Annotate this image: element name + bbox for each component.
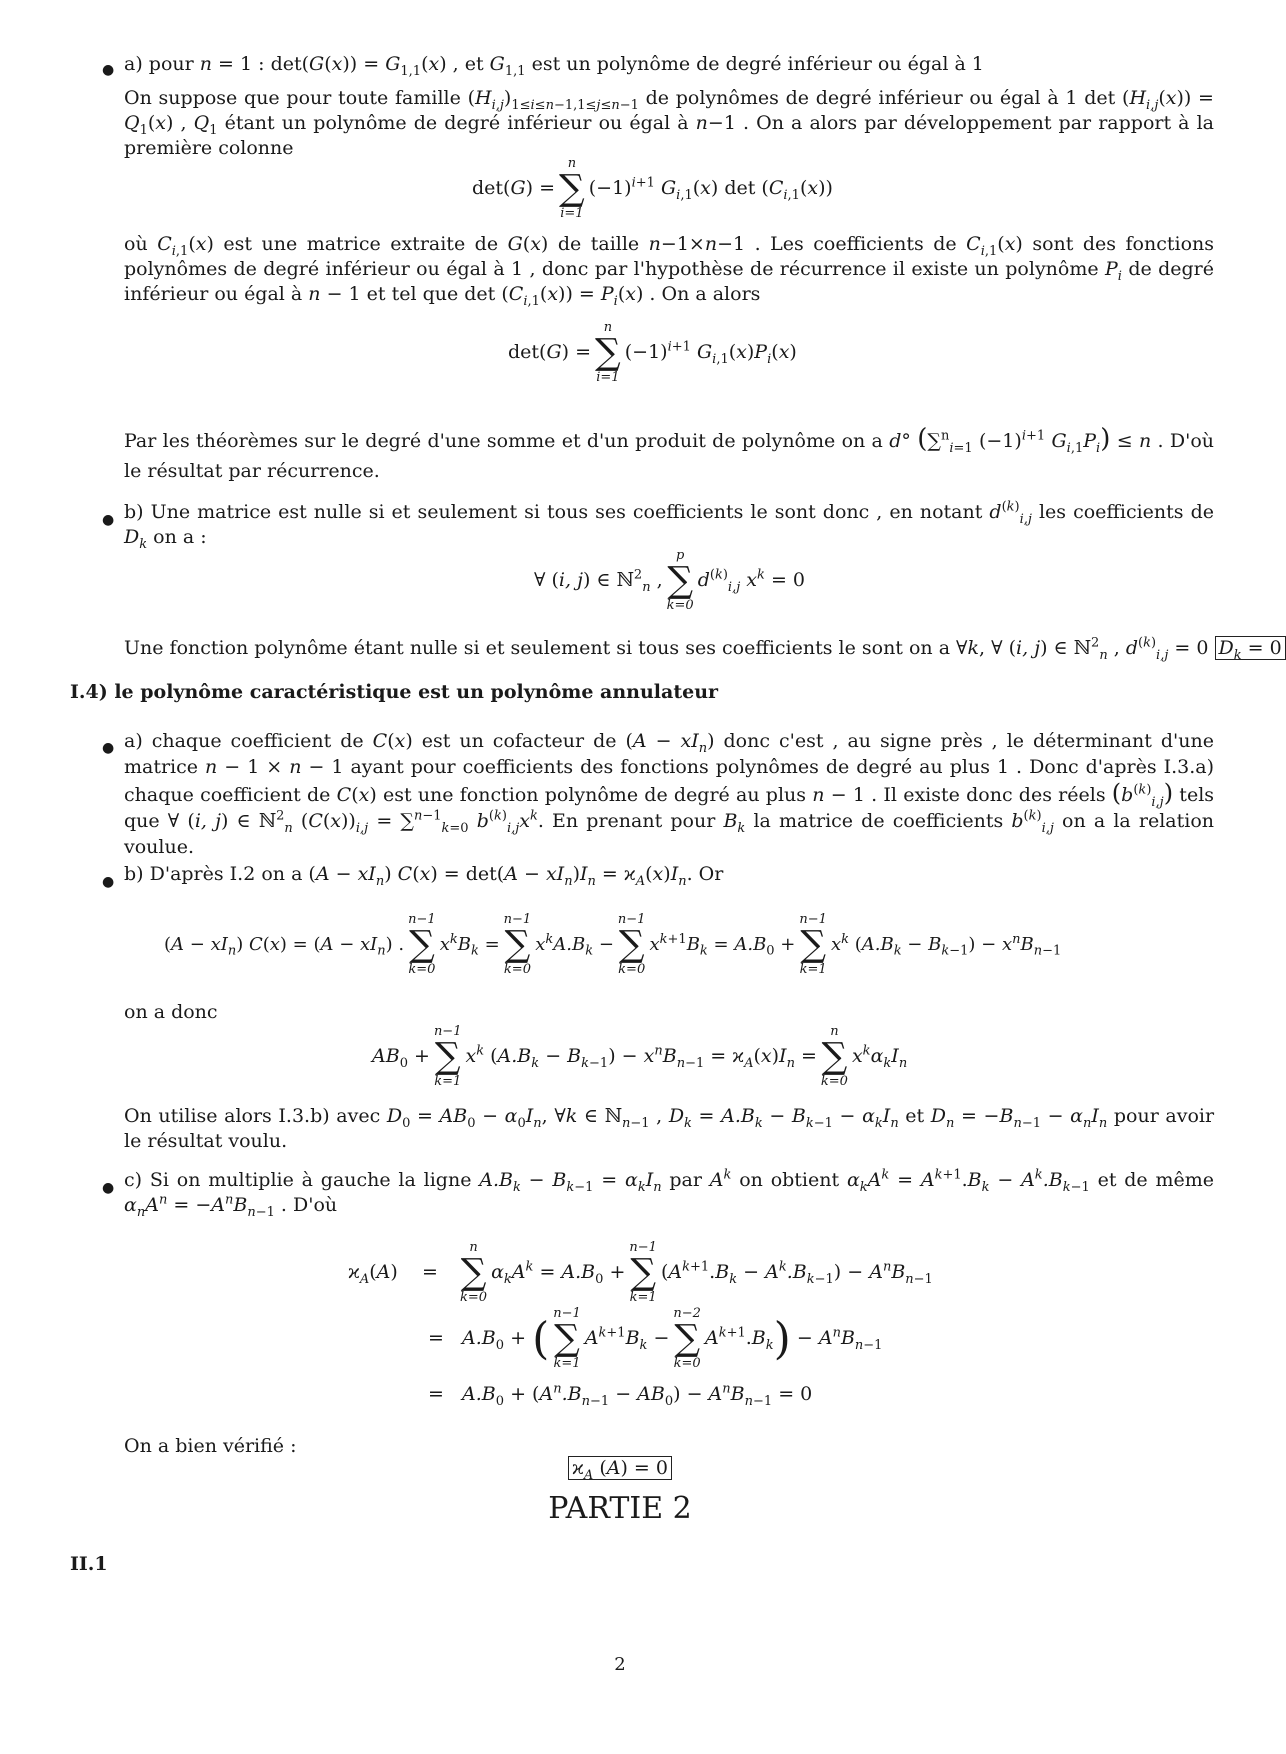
- section-heading-I4: I.4) le polynôme caractéristique est un polynôme annulateur: [70, 681, 719, 703]
- item-I4b-text: b) D'après I.2 on a $(A - xI_n)$ $C(x) = \det(A - xI_n)I_n = ϰ_A(x)I_n$. Or: [124, 863, 724, 889]
- equation-det-polynomial: det(G) = n ∑ i=1 $(-1)^{i+1}$ $G_{i,1}(x)P_i(x)$: [508, 320, 797, 385]
- bullet: ●: [102, 740, 115, 756]
- equation-chi-line2: = $A.B_0$ + ( n−1 ∑ k=1 $A^{k+1}B_k$ − n−2 ∑ k=0 $A^{k+1}.B_k) - A^nB_{n-1}$: [428, 1306, 883, 1371]
- paragraph-degree: Par les théorèmes sur le degré d'une somme et d'un produit de polynôme on a d° (∑$^n_{i=1}$ $(-1)^{i+1}$ $G_{i,1}P_i) \le n$ . D'où le résultat par récurrence.: [124, 424, 1214, 482]
- item-I4a-text: a) chaque coefficient de C(x) est un cofacteur de $(A - xI_n)$ donc c'est , au signe près , le déterminant d'une matrice n − 1 × n − 1 ayant pour coefficients des fonctions polynômes de degré au plus 1 . Donc d'après I.3.a) chaque coefficient de C(x) est une fonction polynôme de degré au plus n − 1 . Il existe donc des réels $(b^{(k)}_{i,j})$ tels que ∀ (i, j) ∈ ℕ$^2_n$ $(C(x))_{i,j} = \sum^{n-1}_{k=0}$ $b^{(k)}_{i,j}x^k$. En prenant pour $B_k$ la matrice de coefficients $b^{(k)}_{i,j}$ on a la relation voulue.: [124, 730, 1215, 858]
- equation-coefficients-zero: ∀ (i, j) ∈ ℕ$^2_n$ , p ∑ k=0 $d^{(k)}_{i,j}$ $x^k = 0$: [534, 548, 805, 613]
- equation-det-expansion: det(G) = n ∑ i=1 $(-1)^{i+1}$ $G_{i,1}(x)$ $\det (C_{i,1}(x))$: [472, 156, 833, 221]
- equation-chi-line1: $ϰ_A(A)$ = n ∑ k=0 $\alpha_kA^k = A.B_0$ + n−1 ∑ k=1 $(A^{k+1}.B_k - A^k.B_{k-1}) - A^nB_{n-1}$: [348, 1240, 933, 1305]
- bullet: ●: [102, 1180, 115, 1196]
- text-on-a-donc: on a donc: [124, 1001, 218, 1023]
- text-verified: On a bien vérifié :: [124, 1435, 297, 1457]
- boxed-result-dk: $D_k = 0$: [1215, 636, 1286, 660]
- bullet: ●: [102, 874, 115, 890]
- equation-product-expansion: $(A - xI_n)$ $C(x) = (A - xI_n)$ . n−1 ∑ k=0 $x^kB_k$ = n−1 ∑ k=0 $x^kA.B_k$ − n−1 ∑ k=0 $x^{k+1}B_k = A.B_0$ + n−1 ∑ k=1 $x^k$ $(A.B_k - B_{k-1}) - x^nB_{n-1}$: [164, 912, 1062, 977]
- bullet: ●: [102, 512, 115, 528]
- item-b-conclusion: Une fonction polynôme étant nulle si et seulement si tous ses coefficients le sont on a ∀k, ∀ (i, j) ∈ ℕ$^2_n$ , $d^{(k)}_{i,j} = 0$ $D_k = 0$: [124, 636, 1220, 661]
- item-b-text: b) Une matrice est nulle si et seulement si tous ses coefficients le sont donc , en notant $d^{(k)}_{i,j}$ les coefficients de $D_k$ on a :: [124, 499, 1214, 552]
- paragraph-apply-I3b: On utilise alors I.3.b) avec $D_0 = AB_0 - \alpha_0I_n$, ∀k ∈ ℕ$_{n-1}$ , $D_k = A.B_k - B_{k-1} - \alpha_kI_n$ et $D_n = -B_{n-1} - \alpha_nI_n$ pour avoir le résultat voulu.: [124, 1105, 1215, 1152]
- boxed-result-cayley-hamilton: $ϰ_A$ (A) = 0: [0, 1456, 1240, 1481]
- item-I4c-text: c) Si on multiplie à gauche la ligne $A.B_k - B_{k-1} = \alpha_kI_n$ par $A^k$ on obtient $\alpha_kA^k = A^{k+1}.B_k - A^k.B_{k-1}$ et de même $\alpha_nA^n = -A^nB_{n-1}$ . D'où: [124, 1167, 1214, 1220]
- page-number: 2: [614, 1654, 626, 1675]
- paragraph-induction: On suppose que pour toute famille $(H_{i,j})_{1\le i\le n-1,1\le j\le n-1}$ de polynômes de degré inférieur ou égal à 1 $\det (H_{i,j}(x)) = Q_1(x)$ , $Q_1$ étant un polynôme de degré inférieur ou égal à n−1 . On a alors par développement par rapport à la première colonne: [124, 87, 1215, 159]
- equation-chi-line3: = $A.B_0 + (A^n.B_{n-1} - AB_0) - A^nB_{n-1} = 0$: [428, 1381, 813, 1409]
- paragraph-minor: où $C_{i,1}(x)$ est une matrice extraite de G(x) de taille n−1×n−1 . Les coefficients de $C_{i,1}(x)$ sont des fonctions polynômes de degré inférieur ou égal à 1 , donc par l'hypothèse de récurrence il existe un polynôme $P_i$ de degré inférieur ou égal à n − 1 et tel que $\det (C_{i,1}(x)) = P_i(x)$ . On a alors: [124, 233, 1215, 309]
- part-heading: PARTIE 2: [548, 1491, 692, 1526]
- bullet: ●: [102, 62, 115, 78]
- equation-identification: $AB_0$ + n−1 ∑ k=1 $x^k$ $(A.B_k - B_{k-1}) - x^nB_{n-1} = ϰ_A(x)I_n$ = n ∑ k=0 $x^k\alpha_kI_n$: [372, 1024, 908, 1089]
- item-a-first-line: a) pour n = 1 : $\det(G(x)) = G_{1,1}(x)$ , et $G_{1,1}$ est un polynôme de degré inférieur ou égal à 1: [124, 53, 984, 79]
- section-heading-II1: II.1: [70, 1553, 108, 1575]
